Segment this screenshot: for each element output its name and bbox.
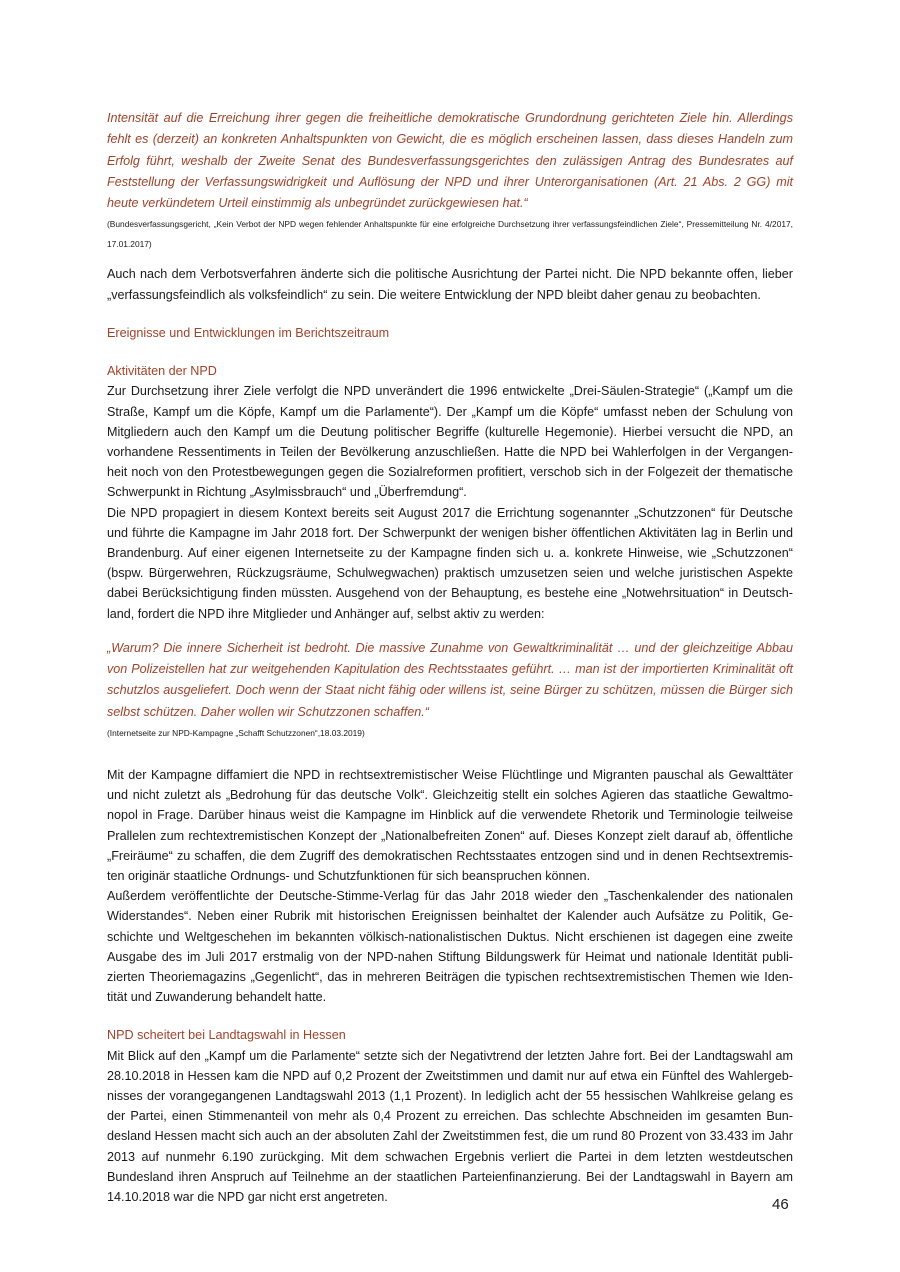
section-heading: Ereignisse und Entwicklungen im Berichtszeitraum [107, 325, 390, 340]
activities-paragraph-1: Zur Durchsetzung ihrer Ziele verfolgt die NPD unverändert die 1996 entwickelte „Drei-Säulen-Strategie“ („Kampf um die Straße, Kampf um die Köpfe, Kampf um die Parlamente“). Der „Kampf um die Köpfe“ umfasst neben der Schulung von Mitgliedern auch den Kampf um die Deutung politischer Begriffe (kulturelle Hegemonie). Hierbei versucht die NPD, an vorhandene Ressentiments in Teilen der Bevölkerung anzuschließen. Hatte die NPD bei Wahlerfolgen in der Vergangenheit noch von den Protestbewegungen gegen die Sozialreformen profitiert, verschob sich in der Folgezeit der thematische Schwerpunkt in Richtung „Asylmissbrauch“ und „Überfremdung“. [107, 384, 793, 500]
activities-heading: Aktivitäten der NPD [107, 364, 217, 379]
page-content [107, 108, 793, 1207]
campaign-quote-source: (Internetseite zur NPD-Kampagne „Schafft Schutzzonen“,18.03.2019) [107, 727, 365, 738]
campaign-paragraph-2: Außerdem veröffentlichte der Deutsche-Stimme-Verlag für das Jahr 2018 wieder den „Taschenkalender des nationalen Widerstandes“. Neben einer Rubrik mit historischen Ereignissen beinhaltet der Kalender auch Aufsätze zu Politik, Geschichte und Weltgeschehen im bekannten völkisch-nationalistischen Duktus. Nicht erschienen ist dagegen eine zweite Ausgabe des im Juli 2017 erstmalig von der NPD-nahen Stiftung Bildungswerk für Heimat und nationale Identität publizierten Theoriemagazins „Gegenlicht“, das in mehreren Beiträgen die typischen rechtsextremistischen Themen wie Identität und Zuwanderung behandelt hatte. [107, 889, 793, 1005]
court-quote-source: (Bundesverfassungsgericht, „Kein Verbot der NPD wegen fehlender Anhaltspunkte für eine erfolgreiche Durchsetzung ihrer verfassungsfeindlichen Ziele“, Pressemitteilung Nr. 4/2017, 17.01.2017) [107, 219, 793, 250]
court-quote: Intensität auf die Erreichung ihrer gegen die freiheitliche demokratische Grundordnung gerichteten Ziele hin. Allerdings fehlt es (derzeit) an konkreten Anhaltspunkten von Gewicht, die es möglich erscheinen lassen, dass dieses Handeln zum Erfolg führt, weshalb der Zweite Senat des Bundesverfassungsgerichtes den zulässigen Antrag des Bundesrates auf Feststellung der Verfassungswidrigkeit und Auflösung der NPD und ihrer Unterorganisationen (Art. 21 Abs. 2 GG) mit heute verkündetem Urteil einstimmig als unbegründet zurückgewiesen hat.“ [107, 111, 793, 211]
campaign-paragraph-1: Mit der Kampagne diffamiert die NPD in rechtsextremistischer Weise Flüchtlinge und Migranten pauschal als Gewalttäter und nicht zuletzt als „Bedrohung für das deutsche Volk“. Gleichzeitig stellt ein solches Agieren das staatliche Gewaltmonopol in Frage. Darüber hinaus weist die Kampagne im Hinblick auf die verwendete Rhetorik und Terminologie teilweise Prallelen zum rechtextremistischen Konzept der „Nationalbefreiten Zonen“ auf. Dieses Konzept zielt darauf ab, öffentliche „Freiräume“ zu schaffen, die dem Zugriff des demokratischen Rechtsstaates entzogen sind und in denen Rechtsextremisten originär staatliche Ordnungs- und Schutzfunktionen für sich beanspruchen können. [107, 767, 793, 883]
hessen-heading: NPD scheitert bei Landtagswahl in Hessen [107, 1028, 346, 1043]
hessen-paragraph: Mit Blick auf den „Kampf um die Parlamente“ setzte sich der Negativtrend der letzten Jahre fort. Bei der Landtagswahl am 28.10.2018 in Hessen kam die NPD auf 0,2 Prozent der Zweitstimmen und damit nur auf etwa ein Fünftel des Wahlergebnisses der vorangegangenen Landtagswahl 2013 (1,1 Prozent). In lediglich acht der 55 hessischen Wahlkreise gelang es der Partei, einen Stimmenanteil von mehr als 0,4 Prozent zu erreichen. Das schlechte Abschneiden im gesamten Bundesland Hessen macht sich auch an der absoluten Zahl der Zweitstimmen fest, die um rund 80 Prozent von 33.433 im Jahr 2013 auf nunmehr 6.190 zurückging. Mit dem schwachen Ergebnis verliert die Partei in dem letzten westdeutschen Bundesland ihren Anspruch auf Teilnehme an der staatlichen Parteienfinanzierung. Bei der Landtagswahl in Bayern am 14.10.2018 war die NPD gar nicht erst angetreten. [107, 1048, 793, 1204]
page-number: 46 [772, 1196, 789, 1213]
activities-paragraph-2: Die NPD propagiert in diesem Kontext bereits seit August 2017 die Errichtung sogenannter „Schutzzonen“ für Deutsche und führte die Kampagne im Jahr 2018 fort. Der Schwerpunkt der wenigen bisher öffentlichen Aktivitäten lag in Berlin und Brandenburg. Auf einer eigenen Internetseite zu der Kampagne finden sich u. a. konkrete Hinweise, wie „Schutzzonen“ (bspw. Bürgerwehren, Rückzugsräume, Schulwegwachen) praktisch umzusetzen seien und welche juristischen Aspekte dabei Berücksichtigung finden müssten. Ausgehend von der Behauptung, es bestehe eine „Notwehrsituation“ in Deutschland, fordert die NPD ihre Mitglieder und Anhänger auf, selbst aktiv zu werden: [107, 505, 793, 621]
campaign-quote: „Warum? Die innere Sicherheit ist bedroht. Die massive Zunahme von Gewaltkriminalität … und der gleichzeitige Abbau von Polizeistellen hat zur weitgehenden Kapitulation des Rechtsstaates geführt. … man ist der importierten Kriminalität oft schutzlos ausgeliefert. Doch wenn der Staat nicht fähig oder willens ist, seine Bürger zu schützen, müssen die Bürger sich selbst schützen. Daher wollen wir Schutzzonen schaffen.“ [107, 640, 793, 719]
intro-paragraph: Auch nach dem Verbotsverfahren änderte sich die politische Ausrichtung der Partei nicht. Die NPD bekannte offen, lieber „verfassungsfeindlich als volksfeindlich“ zu sein. Die weitere Entwicklung der NPD bleibt daher genau zu beobachten. [107, 267, 793, 302]
